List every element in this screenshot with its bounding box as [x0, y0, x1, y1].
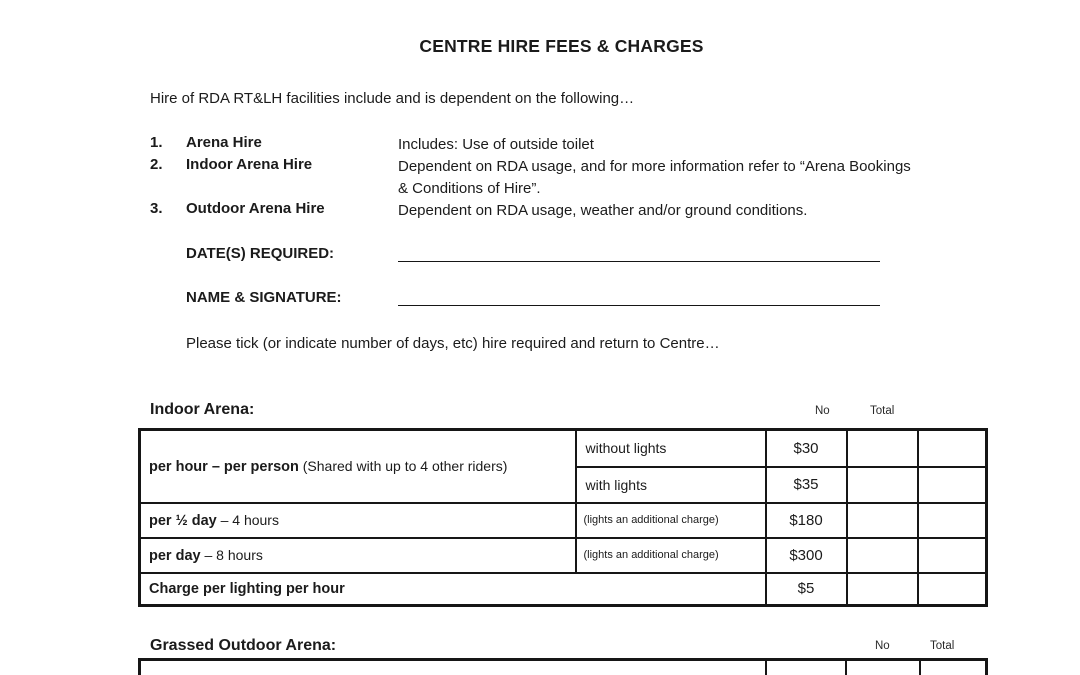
- fee-price-cell: $35: [766, 467, 847, 503]
- fee-item-normal-text: – 4 hours: [216, 511, 279, 528]
- grassed-total-column-label: Total: [930, 640, 955, 652]
- list-number: 2.: [150, 156, 163, 173]
- fee-item-normal-text: – 8 hours: [200, 546, 263, 563]
- fee-item-bold-text: per day: [149, 547, 201, 564]
- fee-total-cell: [918, 503, 987, 538]
- fee-total-cell: [920, 660, 987, 675]
- fee-no-cell: [847, 503, 918, 538]
- fee-no-cell: [847, 538, 918, 573]
- fee-item-cell: [140, 538, 576, 573]
- fee-item-normal-text: (Shared with up to 4 other riders): [298, 457, 508, 474]
- table-row: [140, 503, 987, 538]
- intro-text: Hire of RDA RT&LH facilities include and is dependent on the following…: [150, 90, 635, 107]
- table-row: [140, 538, 987, 573]
- fee-item-bold-text: per ½ day: [149, 512, 217, 529]
- grassed-outdoor-arena-fees-table: [138, 658, 988, 675]
- name-signature-blank-line: [398, 290, 880, 306]
- instruction-text: Please tick (or indicate number of days, etc) hire required and return to Centre…: [186, 335, 720, 352]
- fee-no-cell: [847, 430, 918, 467]
- fee-item-bold-text: per hour – per person: [149, 458, 299, 475]
- list-number: 3.: [150, 200, 163, 217]
- fee-price-cell: $5: [766, 573, 847, 606]
- list-item-description: Dependent on RDA usage, weather and/or ground conditions.: [398, 202, 808, 219]
- grassed-no-column-label: No: [875, 640, 890, 652]
- fee-note-cell: (lights an additional charge): [576, 503, 766, 538]
- list-item-description: Includes: Use of outside toilet: [398, 136, 594, 153]
- fee-no-cell: [847, 467, 918, 503]
- fee-item-cell: [140, 430, 576, 503]
- document-title: CENTRE HIRE FEES & CHARGES: [419, 36, 704, 56]
- table-row: [140, 430, 987, 467]
- fee-total-cell: [918, 538, 987, 573]
- fee-price-cell: $180: [766, 503, 847, 538]
- fee-item-cell: [140, 660, 766, 675]
- fee-total-cell: [918, 430, 987, 467]
- indoor-arena-fees-table: [138, 428, 988, 607]
- list-item-description: Dependent on RDA usage, and for more information refer to “Arena Bookings & Conditions of Hire”.: [398, 158, 911, 197]
- fee-option-cell: with lights: [576, 467, 766, 503]
- list-item-name: Outdoor Arena Hire: [186, 200, 325, 217]
- name-signature-label: NAME & SIGNATURE:: [186, 289, 342, 306]
- fee-item-cell: [140, 573, 766, 606]
- fee-option-cell: without lights: [576, 430, 766, 467]
- list-item-name: Arena Hire: [186, 134, 262, 151]
- fee-total-cell: [918, 573, 987, 606]
- date-required-label: DATE(S) REQUIRED:: [186, 245, 335, 262]
- table-row: [140, 660, 987, 675]
- table-row: [140, 573, 987, 606]
- list-item-name: Indoor Arena Hire: [186, 156, 313, 173]
- list-number: 1.: [150, 134, 163, 151]
- indoor-no-column-label: No: [815, 405, 830, 417]
- fee-price-cell: $300: [766, 538, 847, 573]
- grassed-outdoor-arena-heading: Grassed Outdoor Arena:: [150, 637, 337, 654]
- fee-no-cell: [847, 573, 918, 606]
- fee-no-cell: [846, 660, 920, 675]
- fee-price-cell: $30: [766, 430, 847, 467]
- indoor-arena-heading: Indoor Arena:: [150, 401, 255, 418]
- date-required-blank-line: [398, 246, 880, 262]
- indoor-total-column-label: Total: [870, 405, 895, 417]
- fee-price-cell: [766, 660, 846, 675]
- fee-note-cell: (lights an additional charge): [576, 538, 766, 573]
- fee-item-bold-text: Charge per lighting per hour: [149, 581, 345, 598]
- fee-item-cell: [140, 503, 576, 538]
- fee-total-cell: [918, 467, 987, 503]
